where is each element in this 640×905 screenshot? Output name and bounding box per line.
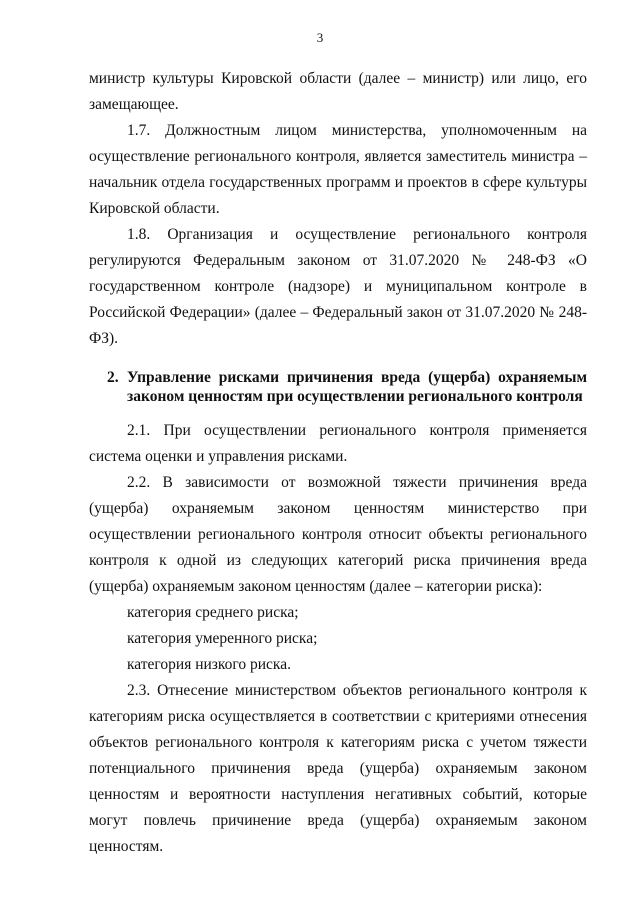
- paragraph-2-2: 2.2. В зависимости от возможной тяжести причинения вреда (ущерба) охраняемым законом ценностям министерство при осуществлении регионального контроля относит объекты регионального контроля к одной из следующих категорий риска причинения вреда (ущерба) охраняемым законом ценностям (далее – категории риска):: [89, 474, 587, 595]
- list-item-risk-category: категория низкого риска.: [127, 656, 291, 673]
- section-2-number: 2.: [107, 369, 119, 386]
- page-number: 3: [316, 30, 324, 45]
- document-body: [89, 66, 587, 860]
- paragraph-2-3: 2.3. Отнесение министерством объектов регионального контроля к категориям риска осуществляется в соответствии с критериями отнесения объектов регионального контроля к категориям риска с учетом тяжести потенциального причинения вреда (ущерба) охраняемым законом ценностям и вероятности наступления негативных событий, которые могут повлечь причинение вреда (ущерба) охраняемым законом ценностям.: [89, 682, 587, 855]
- paragraph-continuation: министр культуры Кировской области (далее – министр) или лицо, его замещающее.: [89, 70, 587, 113]
- list-item-risk-category: категория среднего риска;: [127, 604, 299, 621]
- list-item-risk-category: категория умеренного риска;: [127, 630, 318, 647]
- paragraph-2-1: 2.1. При осуществлении регионального контроля применяется система оценки и управления рисками.: [89, 422, 587, 465]
- section-2-heading: [89, 368, 587, 406]
- paragraph-1-7: 1.7. Должностным лицом министерства, уполномоченным на осуществление регионального контроля, является заместитель министра – начальник отдела государственных программ и проектов в сфере культуры Кировской области.: [89, 122, 587, 217]
- section-2-title: Управление рисками причинения вреда (ущерба) охраняемым законом ценностям при осуществлении регионального контроля: [127, 369, 587, 405]
- paragraph-1-8: 1.8. Организация и осуществление регионального контроля регулируются Федеральным законом от 31.07.2020 № 248-ФЗ «О государственном контроле (надзоре) и муниципальном контроле в Российской Федерации» (далее – Федеральный закон от 31.07.2020 № 248-ФЗ).: [89, 226, 587, 347]
